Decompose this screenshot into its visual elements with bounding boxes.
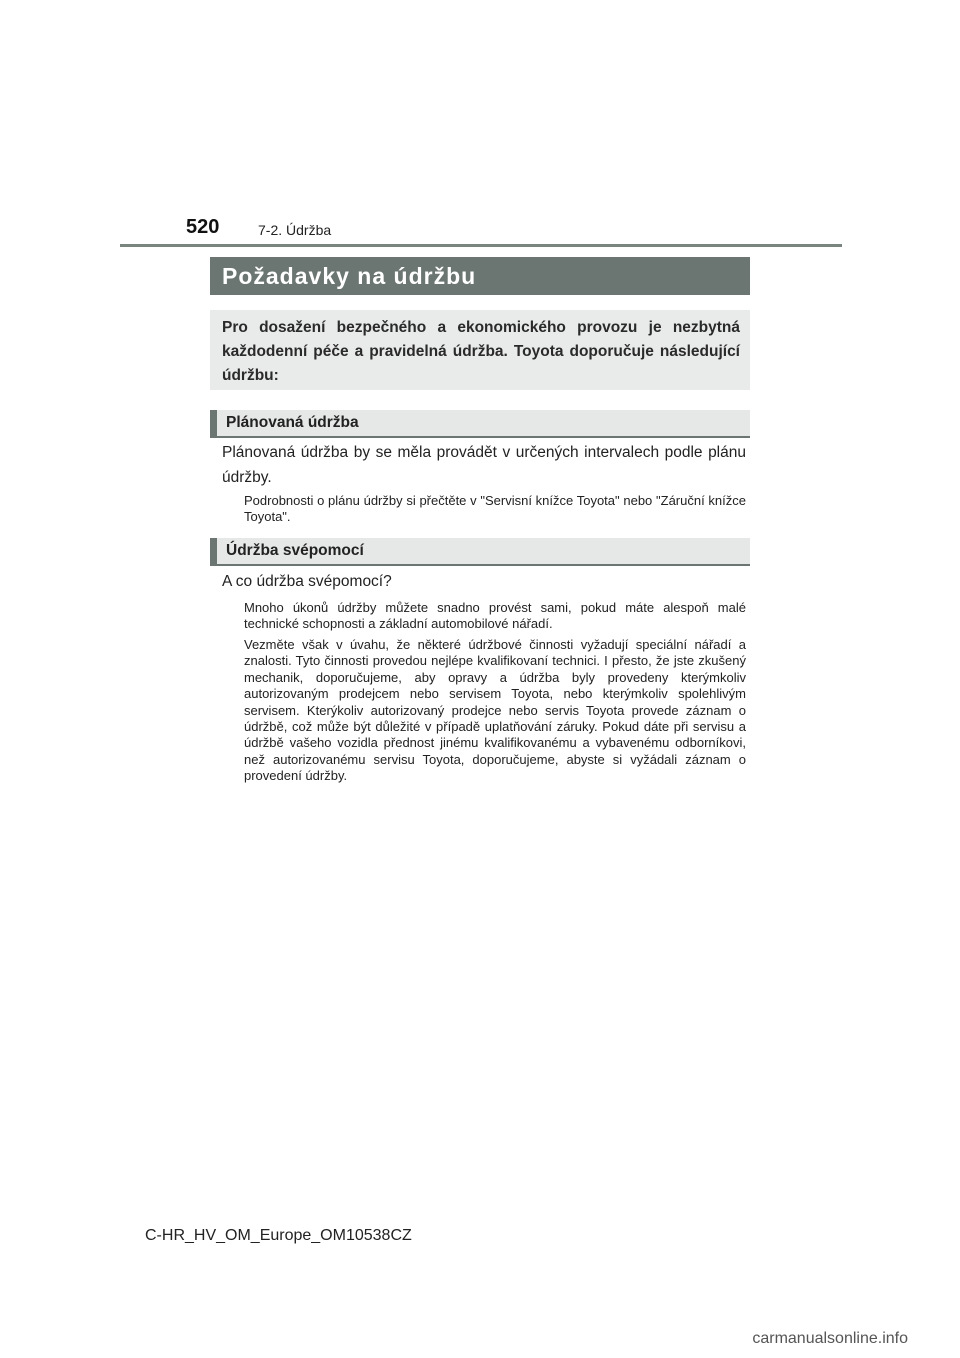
page-title: Požadavky na údržbu [222, 262, 477, 289]
self-maintenance-heading [210, 538, 750, 566]
section-reference: 7-2. Údržba [258, 222, 332, 238]
self-maintenance-question: A co údržba svépomocí? [222, 573, 392, 590]
self-maintenance-note-2: Vezměte však v úvahu, že některé údržbové činnosti vyžadují speciální nářadí a znalosti. Tyto činnosti provedou nejlépe kvalifikovaní technici. I přesto, že jste zkušený mechanik, doporučujeme, aby opravy a údržba byly provedeny kterýmkoliv autorizovaným prodejcem nebo servisem Toyota, nebo kterýmkoliv spolehlivým servisem. Kterýkoliv autorizovaný prodejce nebo servis Toyota provede záznam o údržbě, což může být důležité v případě uplatňování záruky. Pokud dáte při servisu a údržbě vašeho vozidla přednost jinému kvalifikovanému a vybavenému odborníkovi, než autorizovanému servisu Toyota, doporučujeme, abyste si vyžádali záznam o provedení údržby. [244, 637, 746, 784]
document-code: C-HR_HV_OM_Europe_OM10538CZ [145, 1227, 412, 1244]
watermark: carmanualsonline.info [752, 1330, 908, 1347]
planned-heading-label: Plánovaná údržba [226, 414, 359, 431]
intro-text: Pro dosažení bezpečného a ekonomického provozu je nezbytná každodenní péče a pravidelná údržba. Toyota doporučuje následující údržbu: [222, 319, 740, 384]
header-divider [120, 244, 842, 247]
intro-box [210, 310, 750, 390]
page-title-bar [210, 257, 750, 295]
self-heading-label: Údržba svépomocí [226, 542, 364, 559]
self-maintenance-note-1: Mnoho úkonů údržby můžete snadno provést sami, pokud máte alespoň malé technické schopnosti a základní automobilové nářadí. [244, 600, 746, 632]
planned-maintenance-note: Podrobnosti o plánu údržby si přečtěte v "Servisní knížce Toyota" nebo "Záruční knížce Toyota". [244, 493, 746, 525]
page-number: 520 [186, 216, 220, 238]
planned-maintenance-text: Plánovaná údržba by se měla provádět v určených intervalech podle plánu údržby. [222, 444, 746, 486]
planned-maintenance-heading [210, 410, 750, 438]
